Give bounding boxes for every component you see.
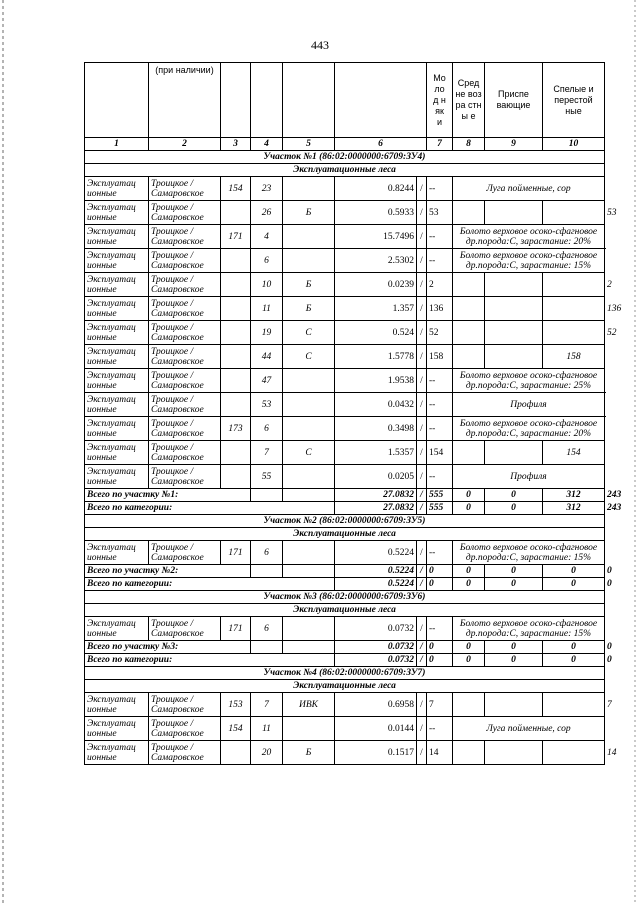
cell-allotment: 55 xyxy=(251,465,283,489)
header-col-10: Спелые и перестой ные xyxy=(543,63,605,138)
cell-volume: 0 xyxy=(427,641,453,654)
cell-volume: -- xyxy=(427,369,453,393)
table-row xyxy=(85,225,605,249)
table-row xyxy=(85,441,605,465)
cell-land-description: Болото верховое осоко-сфагновое др.порода:С, зарастание: 15% xyxy=(453,617,605,641)
cell-volume: 0 xyxy=(427,654,453,667)
cell-category: Эксплуатац ионные xyxy=(85,321,149,345)
plot-total-label: Всего по участку №2: xyxy=(85,565,251,578)
scan-edge-right xyxy=(634,0,636,905)
cell-allotment: 44 xyxy=(251,345,283,369)
header-col-1 xyxy=(85,63,149,138)
cell-area: 1.5357 xyxy=(335,441,417,465)
cell-separator: / xyxy=(417,369,427,393)
cell-allotment: 19 xyxy=(251,321,283,345)
cell-area: 0.6958 xyxy=(335,693,417,717)
col-number: 6 xyxy=(335,138,427,151)
cell-quarter: 171 xyxy=(221,541,251,565)
cell-land-description: Болото верховое осоко-сфагновое др.порода:С, зарастание: 15% xyxy=(453,541,605,565)
cell-species xyxy=(283,465,335,489)
cell-allotment: 6 xyxy=(251,249,283,273)
cell-area: 27.0832 xyxy=(335,502,417,515)
cell-forestry: Троицкое / Самаровское xyxy=(149,741,221,765)
cell-category: Эксплуатац ионные xyxy=(85,393,149,417)
table-row xyxy=(85,617,605,641)
cell-forestry: Троицкое / Самаровское xyxy=(149,441,221,465)
cell-category: Эксплуатац ионные xyxy=(85,417,149,441)
cell-area: 0.3498 xyxy=(335,417,417,441)
header-col-5 xyxy=(283,63,335,138)
col-number: 2 xyxy=(149,138,221,151)
table-row xyxy=(85,369,605,393)
cell-young xyxy=(453,441,485,465)
cell-area: 0.1517 xyxy=(335,741,417,765)
section-title: Участок №4 (86:02:0000000:6709:ЗУ7) xyxy=(85,667,605,680)
cell-quarter: 154 xyxy=(221,177,251,201)
cell-area: 2.5302 xyxy=(335,249,417,273)
header-col-7: Мо лод няк и xyxy=(427,63,453,138)
table-row: Эксплуатац ионные Троицкое / Самаровское 26 Б 0.5933 / 53 53 xyxy=(85,201,605,225)
header-col-6 xyxy=(335,63,427,138)
cell-area: 0.0732 xyxy=(335,641,417,654)
table-row xyxy=(85,541,605,565)
empty-cell xyxy=(283,565,335,578)
cell-land-description: Болото верховое осоко-сфагновое др.порода:С, зарастание: 15% xyxy=(453,249,605,273)
plot-total-row: Всего по участку №1: 27.0832 / 555 0 0 312 243 xyxy=(85,489,605,502)
cell-separator: / xyxy=(417,654,427,667)
cell-category: Эксплуатац ионные xyxy=(85,345,149,369)
col-number: 1 xyxy=(85,138,149,151)
cell-volume: -- xyxy=(427,541,453,565)
header-col-3 xyxy=(221,63,251,138)
cell-quarter xyxy=(221,201,251,225)
cell-middle-aged xyxy=(485,441,543,465)
header-col-8: Сред не возра стны е xyxy=(453,63,485,138)
cell-category: Эксплуатац ионные xyxy=(85,741,149,765)
cell-separator: / xyxy=(417,273,427,297)
cell-volume: 555 xyxy=(427,502,453,515)
cell-young xyxy=(453,201,485,225)
cell-quarter xyxy=(221,393,251,417)
cell-volume: -- xyxy=(427,177,453,201)
empty-cell xyxy=(283,641,335,654)
cell-quarter: 154 xyxy=(221,717,251,741)
cell-species xyxy=(283,249,335,273)
cell-young xyxy=(453,693,485,717)
cell-forestry: Троицкое / Самаровское xyxy=(149,393,221,417)
cell-forestry: Троицкое / Самаровское xyxy=(149,345,221,369)
cell-land-description: Луга пойменные, сор xyxy=(453,717,605,741)
cell-category: Эксплуатац ионные xyxy=(85,617,149,641)
col-number: 5 xyxy=(283,138,335,151)
cell-forestry: Троицкое / Самаровское xyxy=(149,369,221,393)
cell-middle-aged xyxy=(485,345,543,369)
cell-quarter xyxy=(221,441,251,465)
cell-category: Эксплуатац ионные xyxy=(85,441,149,465)
table-row xyxy=(85,393,605,417)
cell-volume: 14 xyxy=(427,741,453,765)
col-number: 10 xyxy=(543,138,605,151)
cell-area: 0.0432 xyxy=(335,393,417,417)
cell-forestry: Троицкое / Самаровское xyxy=(149,617,221,641)
cell-young: 0 xyxy=(453,654,485,667)
cell-area: 1.357 xyxy=(335,297,417,321)
cell-forestry: Троицкое / Самаровское xyxy=(149,717,221,741)
cell-forestry: Троицкое / Самаровское xyxy=(149,297,221,321)
section-subtitle-row xyxy=(85,604,605,617)
cell-forestry: Троицкое / Самаровское xyxy=(149,225,221,249)
table-row: Эксплуатац ионные Троицкое / Самаровское 19 С 0.524 / 52 52 xyxy=(85,321,605,345)
cell-middle-aged: 0 xyxy=(485,578,543,591)
cell-category: Эксплуатац ионные xyxy=(85,249,149,273)
cell-category: Эксплуатац ионные xyxy=(85,177,149,201)
table-row: Эксплуатац ионные Троицкое / Самаровское 11 Б 1.357 / 136 136 xyxy=(85,297,605,321)
cell-allotment: 23 xyxy=(251,177,283,201)
cell-allotment: 47 xyxy=(251,369,283,393)
cell-maturing: 0 xyxy=(543,565,605,578)
header-row xyxy=(85,63,605,138)
cell-area: 1.9538 xyxy=(335,369,417,393)
cell-young xyxy=(453,321,485,345)
category-total-row: Всего по категории: 0.5224 / 0 0 0 0 0 xyxy=(85,578,605,591)
cell-quarter xyxy=(221,249,251,273)
cell-maturing: 312 xyxy=(543,502,605,515)
cell-allotment: 7 xyxy=(251,441,283,465)
cell-separator: / xyxy=(417,321,427,345)
cell-young xyxy=(453,273,485,297)
cell-species: Б xyxy=(283,273,335,297)
cell-young xyxy=(453,297,485,321)
cell-species: Б xyxy=(283,201,335,225)
cell-allotment: 6 xyxy=(251,417,283,441)
cell-separator: / xyxy=(417,641,427,654)
cell-quarter xyxy=(221,741,251,765)
cell-forestry: Троицкое / Самаровское xyxy=(149,249,221,273)
cell-allotment: 11 xyxy=(251,717,283,741)
cell-forestry: Троицкое / Самаровское xyxy=(149,273,221,297)
plot-total-label: Всего по участку №3: xyxy=(85,641,251,654)
section-subtitle-row xyxy=(85,680,605,693)
cell-species: С xyxy=(283,345,335,369)
cell-quarter xyxy=(221,297,251,321)
section-title-row xyxy=(85,151,605,164)
cell-species xyxy=(283,417,335,441)
empty-cell xyxy=(251,489,283,502)
section-subtitle: Эксплуатационные леса xyxy=(85,604,605,617)
category-total-row: Всего по категории: 0.0732 / 0 0 0 0 0 xyxy=(85,654,605,667)
cell-maturing xyxy=(543,321,605,345)
header-col-4 xyxy=(251,63,283,138)
cell-area: 0.5224 xyxy=(335,578,417,591)
cell-quarter: 171 xyxy=(221,225,251,249)
cell-category: Эксплуатац ионные xyxy=(85,225,149,249)
plot-total-row: Всего по участку №2: 0.5224 / 0 0 0 0 0 xyxy=(85,565,605,578)
cell-separator: / xyxy=(417,565,427,578)
cell-maturing xyxy=(543,273,605,297)
cell-quarter: 171 xyxy=(221,617,251,641)
cell-middle-aged xyxy=(485,321,543,345)
table-row: Эксплуатац ионные Троицкое / Самаровское 10 Б 0.0239 / 2 2 xyxy=(85,273,605,297)
cell-area: 0.5224 xyxy=(335,541,417,565)
section-title: Участок №3 (86:02:0000000:6709:ЗУ6) xyxy=(85,591,605,604)
cell-middle-aged xyxy=(485,297,543,321)
cell-area: 0.5933 xyxy=(335,201,417,225)
cell-species xyxy=(283,177,335,201)
section-title-row xyxy=(85,515,605,528)
cell-separator: / xyxy=(417,465,427,489)
cell-separator: / xyxy=(417,502,427,515)
col-number: 9 xyxy=(485,138,543,151)
cell-quarter xyxy=(221,345,251,369)
cell-land-description: Болото верховое осоко-сфагновое др.порода:С, зарастание: 25% xyxy=(453,369,605,393)
category-total-row: Всего по категории: 27.0832 / 555 0 0 312 243 xyxy=(85,502,605,515)
cell-allotment: 7 xyxy=(251,693,283,717)
cell-quarter xyxy=(221,465,251,489)
cell-volume: 7 xyxy=(427,693,453,717)
cell-species xyxy=(283,541,335,565)
cell-middle-aged xyxy=(485,273,543,297)
header-col-9: Приспе вающие xyxy=(485,63,543,138)
cell-land-description: Луга пойменные, сор xyxy=(453,177,605,201)
cell-category: Эксплуатац ионные xyxy=(85,717,149,741)
cell-allotment: 10 xyxy=(251,273,283,297)
cell-young: 0 xyxy=(453,578,485,591)
column-number-row xyxy=(85,138,605,151)
cell-separator: / xyxy=(417,578,427,591)
cell-allotment: 6 xyxy=(251,541,283,565)
cell-maturing: 0 xyxy=(543,654,605,667)
cell-forestry: Троицкое / Самаровское xyxy=(149,417,221,441)
cell-category: Эксплуатац ионные xyxy=(85,273,149,297)
cell-quarter xyxy=(221,321,251,345)
cell-separator: / xyxy=(417,345,427,369)
cell-area: 0.8244 xyxy=(335,177,417,201)
cell-forestry: Троицкое / Самаровское xyxy=(149,177,221,201)
cell-forestry: Троицкое / Самаровское xyxy=(149,541,221,565)
empty-cell xyxy=(283,489,335,502)
plot-total-row: Всего по участку №3: 0.0732 / 0 0 0 0 0 xyxy=(85,641,605,654)
cell-separator: / xyxy=(417,297,427,321)
cell-middle-aged: 0 xyxy=(485,502,543,515)
cell-volume: 2 xyxy=(427,273,453,297)
section-title: Участок №1 (86:02:0000000:6709:ЗУ4) xyxy=(85,151,605,164)
cell-forestry: Троицкое / Самаровское xyxy=(149,201,221,225)
cell-volume: 555 xyxy=(427,489,453,502)
cell-middle-aged: 0 xyxy=(485,489,543,502)
cell-separator: / xyxy=(417,441,427,465)
table-row xyxy=(85,417,605,441)
cell-middle-aged xyxy=(485,201,543,225)
plot-total-label: Всего по участку №1: xyxy=(85,489,251,502)
cell-young: 0 xyxy=(453,502,485,515)
cell-maturing xyxy=(543,741,605,765)
cell-young xyxy=(453,741,485,765)
cell-allotment: 6 xyxy=(251,617,283,641)
header-col-2: (при наличии) xyxy=(149,63,221,138)
cell-land-description: Болото верховое осоко-сфагновое др.порода:С, зарастание: 20% xyxy=(453,225,605,249)
cell-area: 0.524 xyxy=(335,321,417,345)
cell-category: Эксплуатац ионные xyxy=(85,297,149,321)
scan-edge-left xyxy=(2,0,4,905)
cell-maturing: 0 xyxy=(543,578,605,591)
cell-separator: / xyxy=(417,249,427,273)
cell-area: 0.0732 xyxy=(335,617,417,641)
cell-category: Эксплуатац ионные xyxy=(85,201,149,225)
cell-species: Б xyxy=(283,741,335,765)
cell-allotment: 4 xyxy=(251,225,283,249)
cell-species: Б xyxy=(283,297,335,321)
cell-land-description: Болото верховое осоко-сфагновое др.порода:С, зарастание: 20% xyxy=(453,417,605,441)
cell-volume: -- xyxy=(427,717,453,741)
col-number: 3 xyxy=(221,138,251,151)
empty-cell xyxy=(251,565,283,578)
cell-young: 0 xyxy=(453,489,485,502)
cell-separator: / xyxy=(417,417,427,441)
cell-species xyxy=(283,369,335,393)
cell-volume: -- xyxy=(427,417,453,441)
cell-maturing: 312 xyxy=(543,489,605,502)
cell-forestry: Троицкое / Самаровское xyxy=(149,693,221,717)
section-subtitle: Эксплуатационные леса xyxy=(85,680,605,693)
cell-middle-aged: 0 xyxy=(485,654,543,667)
section-title-row xyxy=(85,667,605,680)
cell-allotment: 20 xyxy=(251,741,283,765)
cell-quarter xyxy=(221,369,251,393)
cell-species xyxy=(283,617,335,641)
cell-area: 0.0732 xyxy=(335,654,417,667)
cell-separator: / xyxy=(417,201,427,225)
table-row xyxy=(85,345,605,369)
section-title-row xyxy=(85,591,605,604)
col-number: 7 xyxy=(427,138,453,151)
cell-allotment: 26 xyxy=(251,201,283,225)
section-title: Участок №2 (86:02:0000000:6709:ЗУ5) xyxy=(85,515,605,528)
page-number: 443 xyxy=(311,38,329,52)
cell-area: 0.5224 xyxy=(335,565,417,578)
cell-separator: / xyxy=(417,393,427,417)
cell-volume: 0 xyxy=(427,565,453,578)
cell-quarter xyxy=(221,273,251,297)
cell-middle-aged xyxy=(485,693,543,717)
cell-category: Эксплуатац ионные xyxy=(85,541,149,565)
section-subtitle-row xyxy=(85,164,605,177)
cell-volume: 136 xyxy=(427,297,453,321)
table-row xyxy=(85,177,605,201)
cell-volume: 0 xyxy=(427,578,453,591)
cell-category: Эксплуатац ионные xyxy=(85,465,149,489)
cell-area: 1.5778 xyxy=(335,345,417,369)
cell-area: 0.0239 xyxy=(335,273,417,297)
cell-middle-aged xyxy=(485,741,543,765)
category-total-label: Всего по категории: xyxy=(85,502,335,515)
cell-area: 15.7496 xyxy=(335,225,417,249)
cell-maturing: 154 xyxy=(543,441,605,465)
cell-volume: 53 xyxy=(427,201,453,225)
cell-forestry: Троицкое / Самаровское xyxy=(149,321,221,345)
cell-young: 0 xyxy=(453,641,485,654)
cell-species xyxy=(283,393,335,417)
cell-land-description: Профиля xyxy=(453,393,605,417)
cell-separator: / xyxy=(417,177,427,201)
section-subtitle: Эксплуатационные леса xyxy=(85,164,605,177)
category-total-label: Всего по категории: xyxy=(85,578,335,591)
cell-separator: / xyxy=(417,541,427,565)
cell-middle-aged: 0 xyxy=(485,565,543,578)
cell-category: Эксплуатац ионные xyxy=(85,369,149,393)
cell-volume: 158 xyxy=(427,345,453,369)
cell-quarter: 153 xyxy=(221,693,251,717)
cell-area: 27.0832 xyxy=(335,489,417,502)
cell-species xyxy=(283,225,335,249)
cell-maturing: 158 xyxy=(543,345,605,369)
cell-area: 0.0144 xyxy=(335,717,417,741)
cell-allotment: 53 xyxy=(251,393,283,417)
empty-cell xyxy=(251,641,283,654)
cell-category: Эксплуатац ионные xyxy=(85,693,149,717)
cell-young: 0 xyxy=(453,565,485,578)
cell-species xyxy=(283,717,335,741)
cell-volume: 52 xyxy=(427,321,453,345)
cell-young xyxy=(453,345,485,369)
cell-separator: / xyxy=(417,693,427,717)
cell-maturing: 0 xyxy=(543,641,605,654)
table-row xyxy=(85,465,605,489)
forest-table xyxy=(84,62,622,765)
table-row: Эксплуатац ионные Троицкое / Самаровское 20 Б 0.1517 / 14 14 xyxy=(85,741,605,765)
cell-separator: / xyxy=(417,741,427,765)
cell-middle-aged: 0 xyxy=(485,641,543,654)
cell-volume: -- xyxy=(427,465,453,489)
cell-allotment: 11 xyxy=(251,297,283,321)
cell-volume: -- xyxy=(427,225,453,249)
col-number: 8 xyxy=(453,138,485,151)
section-subtitle-row xyxy=(85,528,605,541)
cell-species: С xyxy=(283,441,335,465)
cell-volume: -- xyxy=(427,249,453,273)
cell-separator: / xyxy=(417,225,427,249)
cell-volume: -- xyxy=(427,393,453,417)
cell-separator: / xyxy=(417,717,427,741)
cell-maturing xyxy=(543,201,605,225)
cell-volume: -- xyxy=(427,617,453,641)
cell-land-description: Профиля xyxy=(453,465,605,489)
table-row xyxy=(85,249,605,273)
cell-quarter: 173 xyxy=(221,417,251,441)
cell-forestry: Троицкое / Самаровское xyxy=(149,465,221,489)
cell-species: С xyxy=(283,321,335,345)
section-subtitle: Эксплуатационные леса xyxy=(85,528,605,541)
table-row xyxy=(85,717,605,741)
category-total-label: Всего по категории: xyxy=(85,654,335,667)
cell-species: ИВК xyxy=(283,693,335,717)
table-row: Эксплуатац ионные Троицкое / Самаровское 153 7 ИВК 0.6958 / 7 7 xyxy=(85,693,605,717)
cell-volume: 154 xyxy=(427,441,453,465)
cell-maturing xyxy=(543,297,605,321)
cell-separator: / xyxy=(417,489,427,502)
cell-separator: / xyxy=(417,617,427,641)
cell-area: 0.0205 xyxy=(335,465,417,489)
col-number: 4 xyxy=(251,138,283,151)
cell-maturing xyxy=(543,693,605,717)
